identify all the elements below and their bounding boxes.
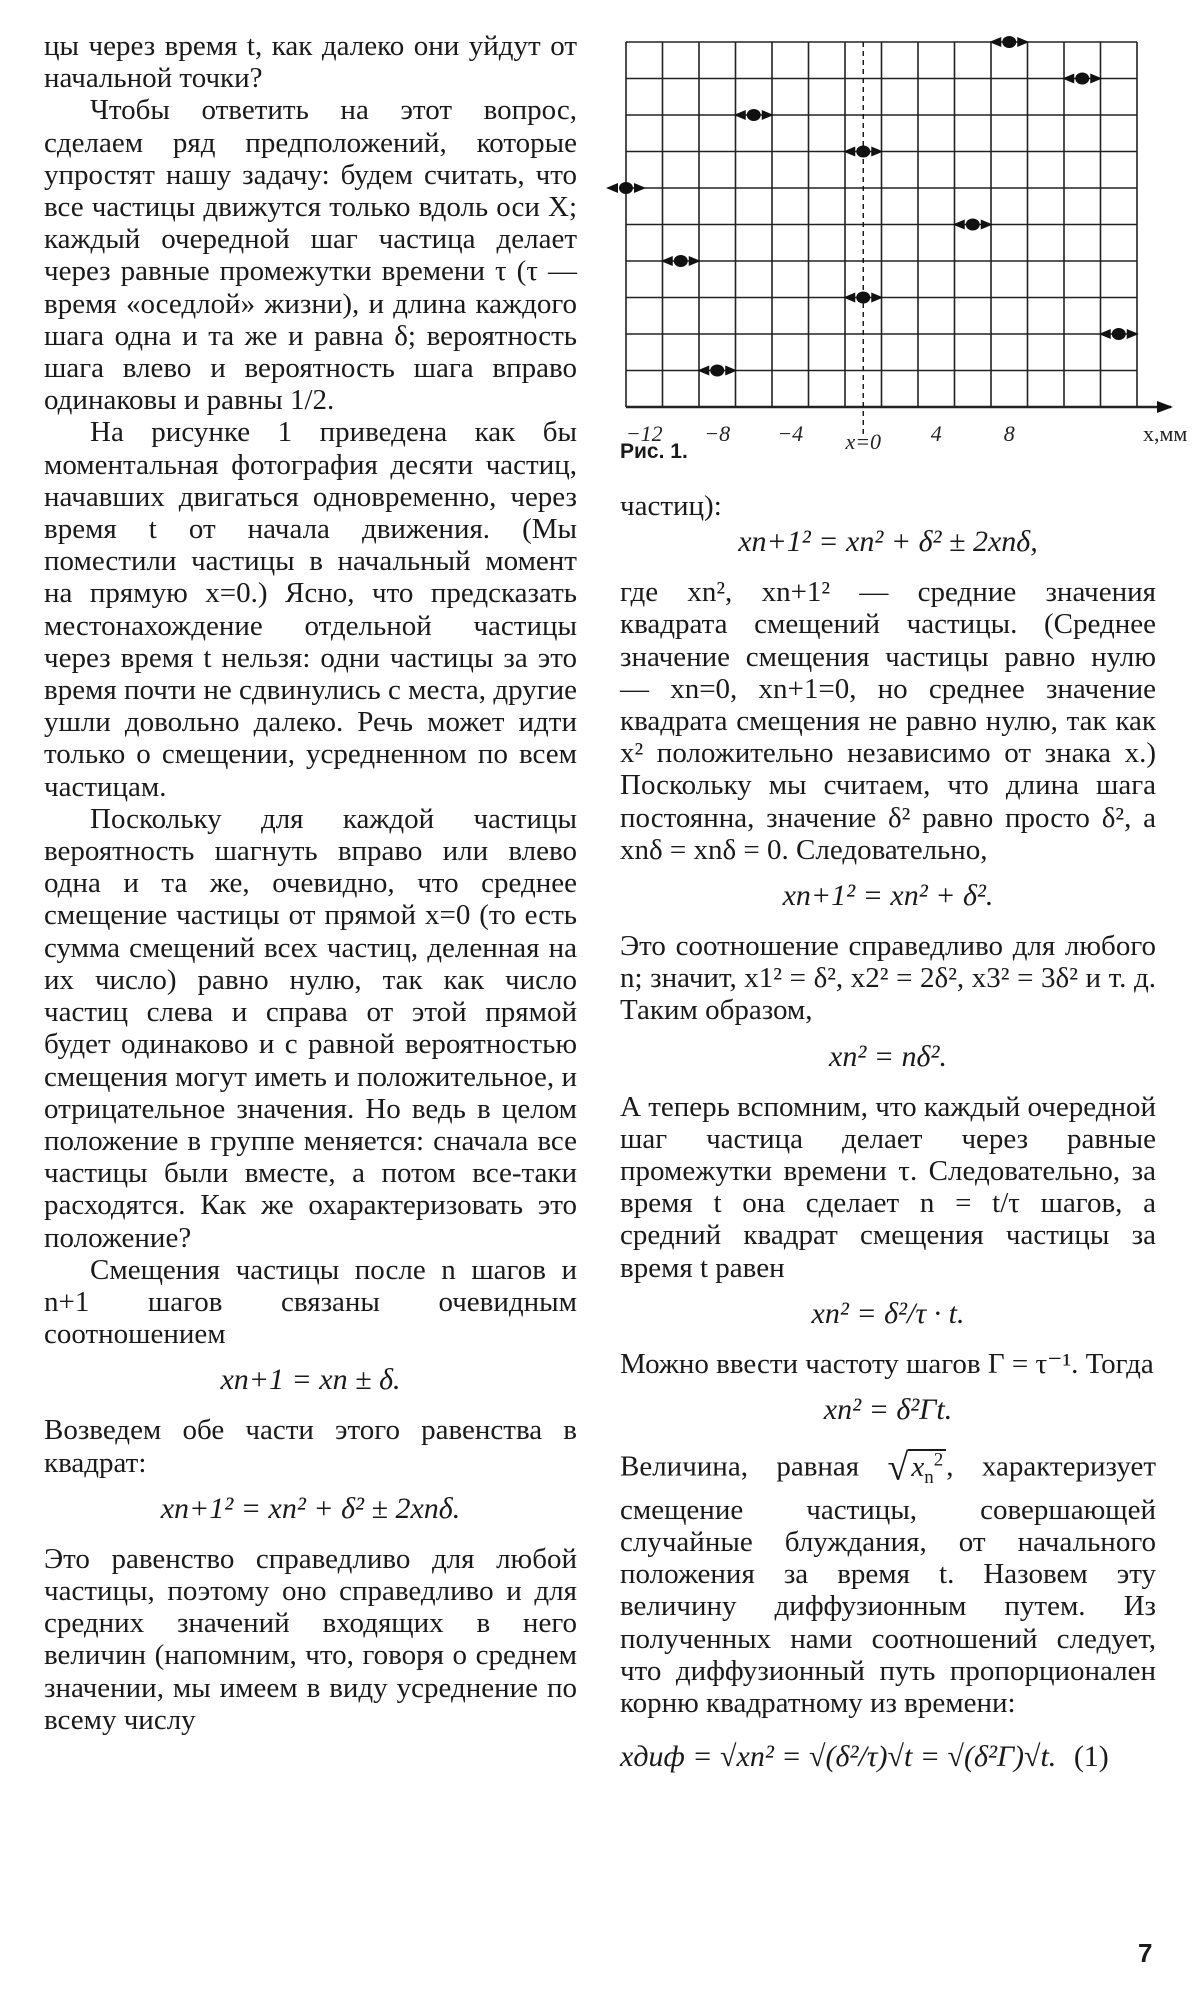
left-paragraph-1: цы через время t, как далеко они уйдут от начальной точки? — [44, 30, 577, 95]
left-paragraph-7: Это равенство справедливо для любой частицы, поэтому оно справедливо и для средних значений входящих в него величин (напомним, что, говоря о среднем значении, мы имеем в виду усреднение по всему числу — [44, 1542, 577, 1736]
right-paragraph-2: где xn², xn+1² — средние значения квадрата смещений частицы. (Среднее значение смещения частицы равно нулю — xn=0, xn+1=0, но среднее значение квадрата смещения не равно нулю, так как x² положительно независимо от знака x.) Поскольку мы считаем, что длина шага постоянна, значение δ² равно просто δ², а xnδ = xnδ = 0. Следовательно, — [620, 576, 1156, 866]
tick-label: 4 — [930, 421, 942, 446]
right-paragraph-3: Это соотношение справедливо для любого n; значит, x1² = δ², x2² = 2δ², x3² = 3δ² и т. д. Таким образом, — [620, 930, 1156, 1027]
right-paragraph-1: частиц): — [620, 490, 722, 522]
left-paragraph-4: Поскольку для каждой частицы вероятность шагнуть вправо или влево одна и та же, очевидно, что среднее смещение частицы от прямой x=0 (то есть сумма смещений всех частиц, деленная на их число) равно нулю, так как число частиц слева и справа от этой прямой будет одинаково и с равной вероятностью смещения могут иметь и положительное, и отрицательное значения. Но ведь в целом положение в группе меняется: сначала все частицы были вместе, а потом все-таки расходятся. Как же охарактеризовать это положение? — [44, 802, 577, 1254]
right-column — [620, 440, 1156, 1791]
particle-point — [606, 182, 646, 194]
left-arrow — [606, 183, 618, 193]
formula-gamma: xn² = δ²Γt. — [823, 1393, 953, 1427]
formula-average: xn+1² = xn² + δ² ± 2xnδ, — [738, 525, 1038, 559]
particle-point — [1099, 328, 1139, 340]
particle-point — [843, 292, 883, 304]
left-paragraph-3: На рисунке 1 приведена как бы моментальная фотография десяти частиц, начавших двигаться одновременно, через время t от начала движения. (Мы поместили частицы в начальный момент на прямую x=0.) Ясно, что предсказать местонахождение отдельной частицы через время t нельзя: одни частицы за это время почти не сдвинулись с места, другие ушли довольно далеко. Речь может идти только о смещении, усредненном по всем частицам. — [44, 416, 577, 803]
particle-point — [661, 255, 701, 267]
origin-label: x=0 — [845, 429, 882, 454]
right-paragraph-5: Можно ввести частоту шагов Γ = τ⁻¹. Тогда — [620, 1347, 1154, 1380]
formula-diffusion: xдиф = √xn² = √(δ²/τ)√t = √(δ²Γ)√t. (1) — [620, 1740, 1109, 1774]
right-paragraph-4: А теперь вспомним, что каждый очередной шаг частица делает через равные промежутки времени τ. Следовательно, за время t она сделает n = t/τ шагов, а средний квадрат смещения частицы за время t равен — [620, 1090, 1156, 1284]
left-paragraph-2: Чтобы ответить на этот вопрос, сделаем ряд предположений, которые упростят нашу задачу: будем считать, что все частицы движутся только вдоль оси X; каждый очередной шаг частица делает через равные промежутки времени τ (τ — время «оседлой» жизни), и длина каждого шага одна и та же и равна δ; вероятность шага влево и вероятность шага вправо одинаковы и равны 1/2. — [44, 94, 577, 417]
left-paragraph-5: Смещения частицы после n шагов и n+1 шагов связаны очевидным соотношением — [44, 1253, 577, 1351]
formula-n: xn² = nδ². — [829, 1039, 947, 1073]
left-column — [44, 30, 577, 1736]
formula-next: xn+1² = xn² + δ². — [782, 879, 994, 913]
tick-label: −12 — [625, 421, 663, 446]
formula-number: (1) — [1073, 1740, 1109, 1774]
right-paragraph-6: Величина, равная √ $x_n^2$ , характеризует смещение частицы, совершающей случайные блуждания, от начального положения за время t. Назовем эту величину диффузионным путем. Из полученных нами соотношений следует, что диффузионный путь пропорционален корню квадратному из времени: — [620, 1446, 1157, 1719]
particle-point — [697, 365, 737, 377]
right-arrow — [634, 183, 646, 193]
particle-point — [953, 219, 993, 231]
figure-grid — [626, 42, 1188, 454]
figure-caption: Рис. 1. — [620, 440, 688, 463]
x-axis-arrow — [1157, 401, 1173, 413]
particle-point — [989, 36, 1029, 48]
left-paragraph-6: Возведем обе части этого равенства в квадрат: — [44, 1414, 577, 1479]
formula-square: xn+1² = xn² + δ² ± 2xnδ. — [160, 1491, 461, 1525]
formula-time: xn² = δ²/τ · t. — [811, 1296, 965, 1330]
particle-point — [843, 146, 883, 158]
axis-label: x,мм — [1143, 421, 1188, 446]
tick-label: −8 — [704, 421, 731, 446]
page-number: 7 — [1138, 1938, 1153, 1968]
formula-step: xn+1 = xn ± δ. — [220, 1363, 401, 1397]
tick-label: 8 — [1003, 421, 1015, 446]
figure-marks — [606, 36, 1139, 377]
particle-point — [1062, 73, 1102, 85]
tick-label: −4 — [777, 421, 804, 446]
particle-point — [734, 109, 774, 121]
